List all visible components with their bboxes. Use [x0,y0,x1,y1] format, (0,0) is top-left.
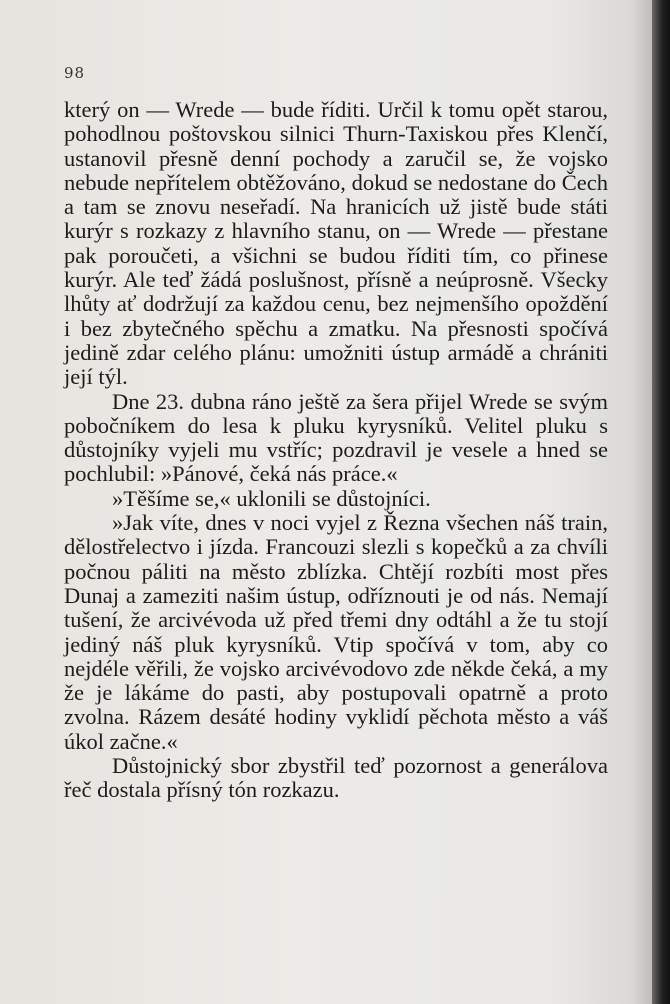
book-spine-shadow [652,0,670,1004]
paragraph: Dne 23. dubna ráno ještě za šera přijel Wrede se svým pobočníkem do lesa k pluku kyrysníků. Velitel pluku s důstojníky vyjeli mu vstříc; pozdravil je vesele a hned se pochlubil: »Pánové, čeká nás práce.« [64,388,608,487]
page-number: 98 [64,64,86,82]
paragraph: »Těšíme se,« uklonili se důstojníci. [112,485,431,511]
paragraph: »Jak víte, dnes v noci vyjel z Řezna všechen náš train, dělostřelectvo i jízda. Francouzi slezli s kopečků a za chvíli počnou páliti na město zblízka. Chtějí rozbíti most přes Dunaj a zameziti našim ústup, odříznouti je od nás. Nemají tušení, že arcivévoda už před třemi dny odtáhl a že tu stojí jediný náš pluk kyrysníků. Vtip spočívá v tom, aby co nejdéle věřili, že vojsko arcivévodovo zde někde čeká, a my že je lákáme do pasti, aby postupovali opatrně a proto zvolna. Rázem desáté hodiny vyklidí pěchota město a váš úkol začne.« [64,510,608,754]
page-text [64,98,608,803]
paragraph: Důstojnický sbor zbystřil teď pozornost a generálova řeč dostala přísný tón rozkazu. [64,753,608,803]
paragraph: který on — Wrede — bude říditi. Určil k tomu opět starou, pohodlnou poštovskou silnici Thurn-Taxiskou přes Klenčí, ustanovil přesně denní pochody a zaručil se, že vojsko nebude nepřítelem obtěžováno, dokud se nedostane do Čech a tam se znovu neseřadí. Na hranicích už jistě bude státi kurýr s rozkazy z hlavního stanu, on — Wrede — přestane pak poroučeti, a všichni se budou říditi tím, co přinese kurýr. Ale teď žádá poslušnost, přísně a neúprosně. Všecky lhůty ať dodržují za každou cenu, bez nejmenšího opoždění i bez zbytečného spěchu a zmatku. Na přesnosti spočívá jedině zdar celého plánu: umožniti ústup armádě a chrániti její týl. [64,97,608,390]
